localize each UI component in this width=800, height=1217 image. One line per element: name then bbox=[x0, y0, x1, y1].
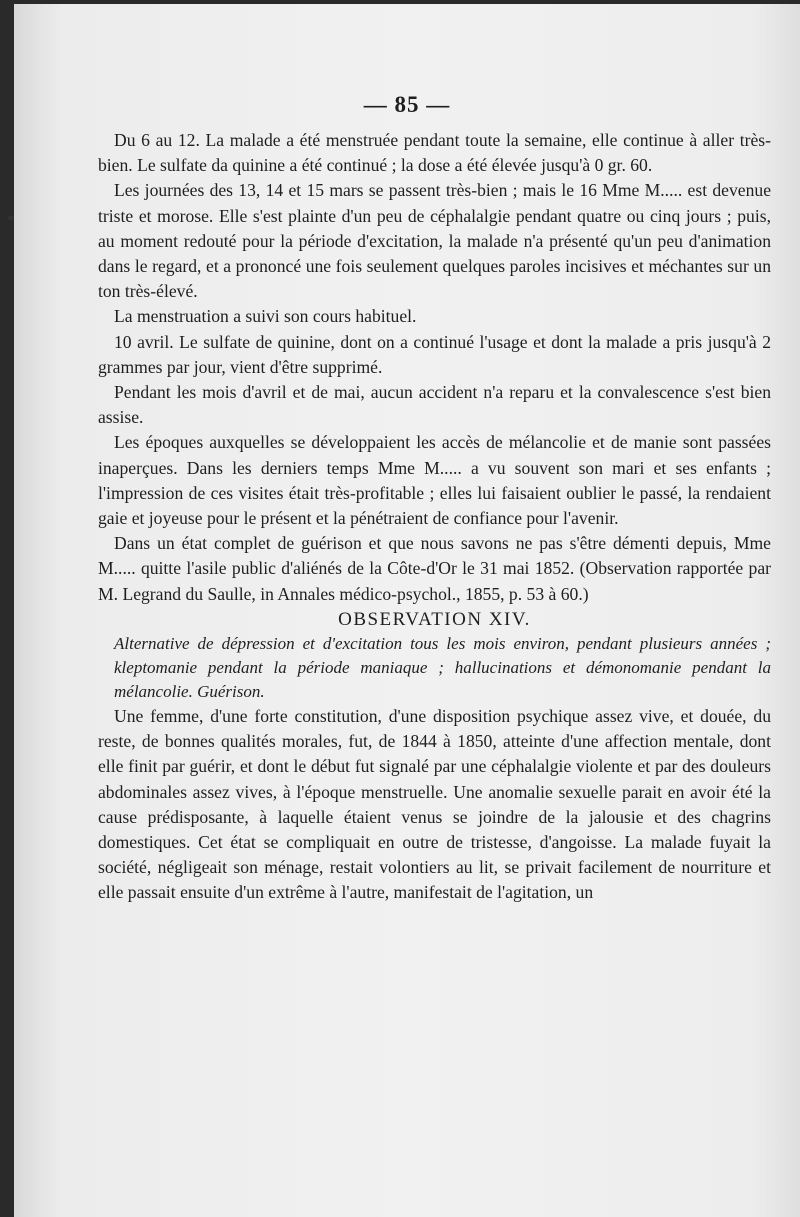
paragraph: Les époques auxquelles se développaient les accès de mélancolie et de manie sont passées inaperçues. Dans les derniers temps Mme M..... a vu souvent son mari et ses enfants ; l'impression de ces visites était très-profitable ; elles lui faisaient oublier le passé, la rendaient gaie et joyeuse pour le présent et la pénétraient de confiance pour l'avenir. bbox=[98, 432, 771, 529]
margin-mark bbox=[8, 216, 14, 220]
paragraph: Les journées des 13, 14 et 15 mars se passent très-bien ; mais le 16 Mme M..... est devenue triste et morose. Elle s'est plainte d'un peu de céphalalgie pendant quatre ou cinq jours ; puis, au moment redouté pour la période d'excitation, la malade n'a présenté qu'un peu d'animation dans le regard, et a prononcé une fois seulement quelques paroles incisives et méchantes sur un ton très-élevé. bbox=[98, 180, 771, 302]
paragraph: Dans un état complet de guérison et que nous savons ne pas s'être démenti depuis, Mme M..... quitte l'asile public d'aliénés de la Côte-d'Or le 31 mai 1852. (Observation rapportée par M. Legrand du Saulle, in Annales médico-psychol., 1855, p. 53 à 60.) bbox=[98, 533, 771, 604]
paragraph: Pendant les mois d'avril et de mai, aucun accident n'a reparu et la convalescence s'est bien assise. bbox=[98, 382, 771, 428]
section-heading: OBSERVATION XIV. bbox=[338, 608, 531, 630]
paragraph: La menstruation a suivi son cours habituel. bbox=[114, 306, 417, 327]
section-summary: Alternative de dépression et d'excitation tous les mois environ, pendant plusieurs années ; kleptomanie pendant la période maniaque ; hallucinations et démonomanie pendant la mélancolie. Guérison. bbox=[114, 634, 771, 702]
paragraph: Une femme, d'une forte constitution, d'une disposition psychique assez vive, et douée, du reste, de bonnes qualités morales, fut, de 1844 à 1850, atteinte d'une affection mentale, dont elle finit par guérir, et dont le début fut signalé par une céphalalgie violente et par des douleurs abdominales assez vives, à l'époque menstruelle. Une anomalie sexuelle parait en avoir été la cause prédisposante, à laquelle étaient venus se joindre de la jalousie et des chagrins domestiques. Cet état se compliquait en outre de tristesse, d'angoisse. La malade fuyait la société, négligeait son ménage, restait volontiers au lit, se privait facilement de nourriture et elle passait ensuite d'un extrême à l'autre, manifestait de l'agitation, un bbox=[98, 706, 771, 903]
book-page bbox=[14, 4, 800, 1217]
paragraph: Du 6 au 12. La malade a été menstruée pendant toute la semaine, elle continue à aller très-bien. Le sulfate da quinine a été continué ; la dose a été élevée jusqu'à 0 gr. 60. bbox=[98, 130, 771, 176]
page-body bbox=[98, 128, 771, 906]
page-number: — 85 — bbox=[363, 92, 451, 117]
paragraph: 10 avril. Le sulfate de quinine, dont on a continué l'usage et dont la malade a pris jusqu'à 2 grammes par jour, vient d'être supprimé. bbox=[98, 331, 771, 377]
